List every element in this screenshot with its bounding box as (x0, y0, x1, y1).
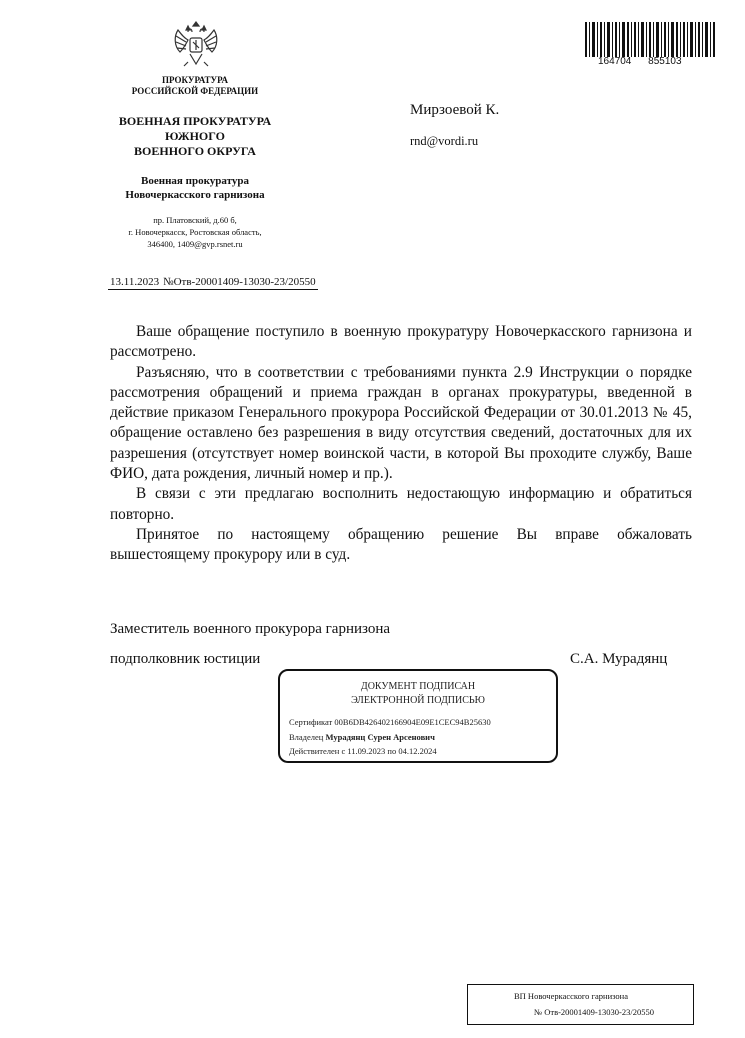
russian-coat-of-arms-icon (168, 16, 224, 72)
signatory-rank: подполковник юстиции (110, 651, 261, 667)
stamp-certificate-label: Сертификат (289, 717, 333, 727)
stamp-title-1: ДОКУМЕНТ ПОДПИСАН (360, 681, 476, 692)
stamp-title-2: ЭЛЕКТРОННОЙ ПОДПИСЬЮ (351, 695, 485, 706)
stamp-owner-value: Мурадянц Сурен Арсенович (325, 732, 435, 742)
letter-body (110, 322, 692, 566)
stamp-certificate (289, 717, 491, 727)
body-paragraph-4: Принятое по настоящему обращению решение Вы вправе обжаловать вышестоящему прокурору или в суд. (110, 525, 692, 564)
sender-sub-line-1: Военная прокуратура (141, 175, 249, 187)
barcode-number-1: 164704 (598, 56, 632, 67)
outgoing-date: 13.11.2023 (110, 276, 160, 288)
registration-number: № Отв-20001409-13030-23/20550 (534, 1007, 654, 1017)
body-paragraph-1: Ваше обращение поступило в военную прокуратуру Новочеркасского гарнизона и рассмотрено. (110, 323, 692, 361)
sender-title-line-3: ВОЕННОГО ОКРУГА (134, 144, 256, 158)
sender-address-line-3: 346400, 1409@gvp.rsnet.ru (147, 239, 243, 249)
electronic-signature-stamp (278, 669, 558, 763)
org-line-1: ПРОКУРАТУРА (162, 75, 228, 85)
sender-address-line-2: г. Новочеркасск, Ростовская область, (128, 227, 262, 237)
sender-sub-line-2: Новочеркасского гарнизона (125, 189, 265, 201)
barcode-number-2: 855103 (648, 56, 682, 67)
registration-org: ВП Новочеркасского гарнизона (514, 991, 629, 1001)
sender-title-line-2: ЮЖНОГО (165, 129, 225, 143)
sender-address-line-1: пр. Платовский, д.60 б, (153, 215, 237, 225)
signatory-position: Заместитель военного прокурора гарнизона (110, 621, 391, 637)
stamp-certificate-value: 00B6DB426402166904E09E1CEC94B25630 (334, 717, 491, 727)
recipient-email: rnd@vordi.ru (410, 134, 479, 148)
stamp-validity: Действителен с 11.09.2023 по 04.12.2024 (289, 746, 437, 756)
outgoing-number: №Отв-20001409-13030-23/20550 (163, 276, 316, 288)
signatory-name: С.А. Мурадянц (570, 651, 668, 667)
recipient-name: Мирзоевой К. (410, 102, 500, 118)
outgoing-number-line (108, 276, 318, 288)
barcode-numbers (598, 56, 682, 67)
barcode-icon (585, 22, 715, 57)
registration-box (467, 984, 694, 1025)
stamp-owner (289, 732, 435, 742)
sender-title-line-1: ВОЕННАЯ ПРОКУРАТУРА (118, 114, 272, 128)
stamp-owner-label: Владелец (289, 732, 324, 742)
org-line-2: РОССИЙСКОЙ ФЕДЕРАЦИИ (131, 86, 259, 96)
body-paragraph-3: В связи с эти предлагаю восполнить недостающую информацию и обратиться повторно. (110, 485, 692, 523)
body-paragraph-2: Разъясняю, что в соответствии с требованиями пункта 2.9 Инструкции о порядке рассмотрения обращений и приема граждан в органах прокуратуры, введенной в действие приказом Генерального прокурора Российской Федерации от 30.01.2013 № 45, обращение оставлено без разрешения в виду отсутствия сведений, достаточных для их разрешения (отсутствует номер воинской части, в которой Вы проходите службу, Ваше ФИО, дата рождения, личный номер и пр.). (110, 363, 692, 483)
